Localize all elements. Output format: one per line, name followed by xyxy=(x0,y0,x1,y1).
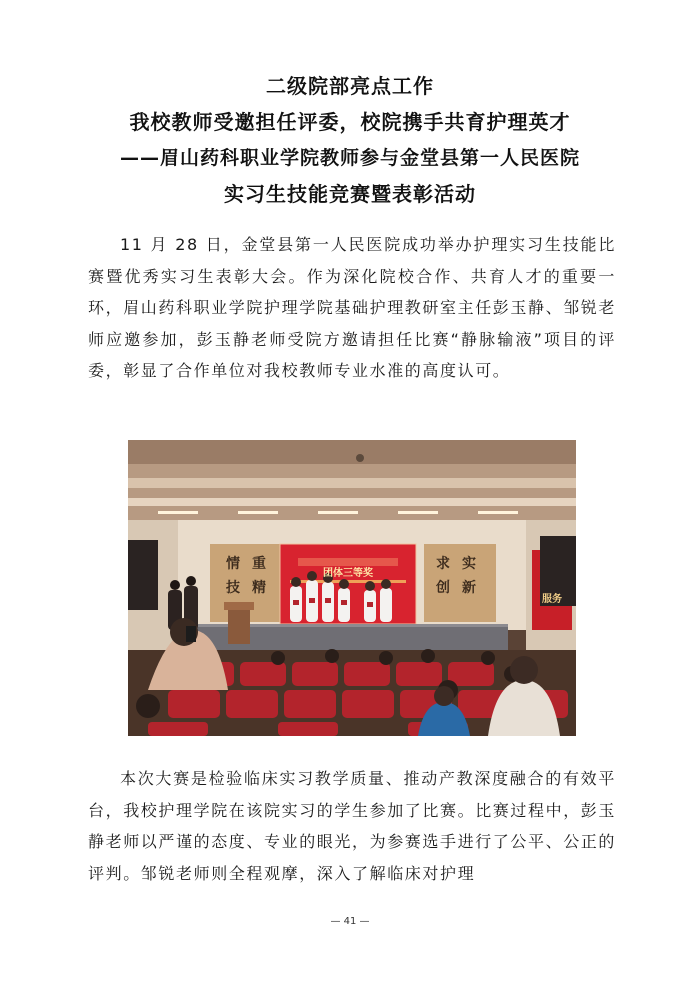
article-subtitle-line2: 实习生技能竞赛暨表彰活动 xyxy=(224,182,476,206)
title-block xyxy=(60,68,640,212)
article-title: 我校教师受邀担任评委，校院携手共育护理英才 xyxy=(129,110,571,134)
right-wall-char-2: 实 xyxy=(462,556,476,572)
right-wall-char-4: 新 xyxy=(462,580,476,596)
paragraph-1: 11 月 28 日，金堂县第一人民医院成功举办护理实习生技能比赛暨优秀实习生表彰大会。作为深化院校合作、共育人才的重要一环，眉山药科职业学院护理学院基础护理教研室主任彭玉静、邹锐老师应邀参加，彭玉静老师受院方邀请担任比赛“静脉输液”项目的评委，彰显了合作单位对我校教师专业水准的高度认可。 xyxy=(88,235,617,380)
event-photo xyxy=(128,440,576,736)
article-subtitle-line1: ——眉山药科职业学院教师参与金堂县第一人民医院 xyxy=(119,147,580,169)
section-heading: 二级院部亮点工作 xyxy=(266,74,434,98)
left-wall-char-3: 技 xyxy=(226,580,240,596)
left-wall-char-4: 精 xyxy=(252,580,266,596)
banner-text: 团体三等奖 xyxy=(323,568,373,579)
left-wall-char-2: 重 xyxy=(252,556,266,572)
paragraph-2: 本次大赛是检验临床实习教学质量、推动产教深度融合的有效平台，我校护理学院在该院实习的学生参加了比赛。比赛过程中，彭玉静老师以严谨的态度、专业的眼光，为参赛选手进行了公平、公正的评判。邹锐老师则全程观摩，深入了解临床对护理 xyxy=(88,769,617,883)
side-sign-text: 服务 xyxy=(542,594,562,605)
page-number: — 41 — xyxy=(330,916,370,927)
right-wall-char-1: 求 xyxy=(436,556,450,572)
right-wall-char-3: 创 xyxy=(436,580,450,596)
left-wall-char-1: 情 xyxy=(226,556,240,572)
